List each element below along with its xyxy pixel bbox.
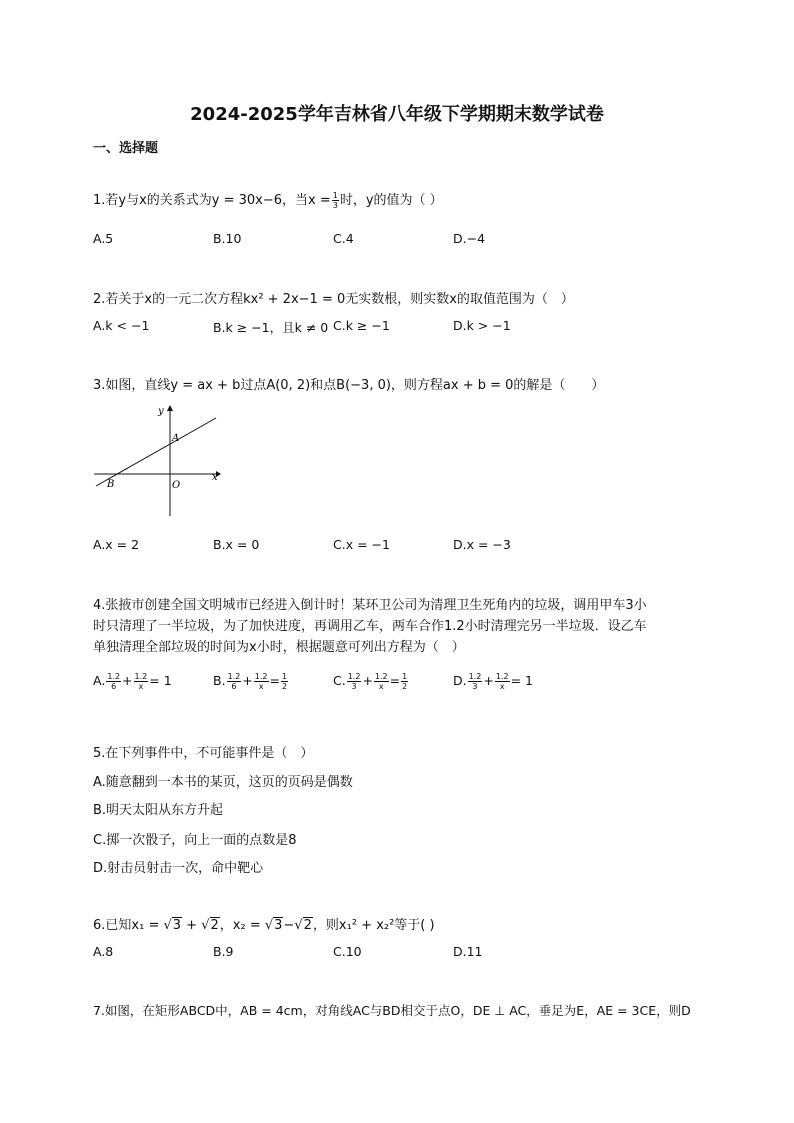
option-b: B.明天太阳从东方升起 — [93, 803, 224, 818]
question-7-stem: 7.如图，在矩形ABCD中，AB = 4cm，对角线AC与BD相交于点O，DE ⊥ AC，垂足为E，AE = 3CE，则D — [93, 1003, 691, 1018]
fraction — [134, 672, 149, 691]
fraction-denominator: 3 — [351, 682, 357, 691]
question-6-stem: 6.已知x₁ = √3 + √2，x₂ = √3−√2，则x₁² + x₂²等于( ) — [93, 918, 435, 933]
operator: + — [483, 673, 494, 688]
question-1-text-a: 1.若y与x的关系式为y = 30x−6，当x = — [93, 193, 331, 208]
x-axis-label: x — [212, 472, 218, 483]
fraction-numerator: 1 — [282, 672, 288, 681]
text: + — [182, 918, 202, 933]
fraction — [347, 672, 362, 691]
question-4-line-2: 时只清理了一半垃圾，为了加快进度，再调用乙车，两车合作1.2小时清理完另一半垃圾．设乙车 — [93, 619, 647, 634]
page-title: 2024-2025学年吉林省八年级下学期期末数学试卷 — [190, 104, 604, 125]
fraction-denominator: 3 — [332, 201, 338, 210]
option-label: B. — [213, 673, 226, 688]
fraction — [495, 672, 510, 691]
fraction-denominator: x — [378, 682, 384, 691]
option-c: C.x = −1 — [333, 537, 390, 552]
fraction-denominator: 2 — [402, 682, 408, 691]
fraction-numerator: 1.2 — [347, 672, 361, 681]
option-d: D.x = −3 — [453, 537, 511, 552]
option-b: B.k ≥ −1，且k ≠ 0 — [213, 320, 329, 335]
option-c: C.4 — [333, 231, 354, 246]
option-c — [333, 672, 409, 691]
fraction — [401, 672, 408, 691]
fraction-numerator: 1.2 — [107, 672, 121, 681]
option-label: D. — [453, 673, 467, 688]
option-d: D.k > −1 — [453, 318, 511, 333]
point-a-label: A — [172, 433, 180, 444]
text: ，x₂ = — [219, 918, 265, 933]
function-line — [96, 418, 216, 486]
option-label: A. — [93, 673, 106, 688]
option-c: C.k ≥ −1 — [333, 318, 390, 333]
option-b: B.10 — [213, 231, 242, 246]
radicand: 3 — [172, 918, 182, 933]
option-a: A.5 — [93, 231, 114, 246]
text: − — [283, 918, 295, 933]
option-d: D.−4 — [453, 231, 486, 246]
operator: + — [242, 673, 253, 688]
fraction-denominator: x — [499, 682, 505, 691]
option-b — [213, 672, 289, 691]
option-a: A.x = 2 — [93, 537, 140, 552]
option-d — [453, 672, 533, 691]
fraction — [254, 672, 269, 691]
y-axis-arrow — [167, 405, 173, 411]
fraction-denominator: x — [258, 682, 264, 691]
option-d: D.11 — [453, 944, 483, 959]
option-b: B.9 — [213, 944, 234, 959]
text: 6.已知x₁ = — [93, 918, 164, 933]
fraction — [332, 191, 339, 210]
fraction-numerator: 1.2 — [254, 672, 268, 681]
option-c: C.掷一次骰子，向上一面的点数是8 — [93, 833, 297, 848]
fraction-numerator: 1 — [402, 672, 408, 681]
point-b-label: B — [107, 479, 115, 490]
fraction-numerator: 1.2 — [495, 672, 509, 681]
equals: = 1 — [510, 673, 533, 688]
question-4-line-3: 单独清理全部垃圾的时间为x小时，根据题意可列出方程为（ ） — [93, 640, 465, 655]
radicand: 2 — [303, 918, 312, 933]
question-3-stem: 3.如图，直线y = ax + b过点A(0, 2)和点B(−3, 0)，则方程ax + b = 0的解是（ ） — [93, 378, 605, 393]
fraction — [374, 672, 389, 691]
question-4-line-1: 4.张掖市创建全国文明城市已经进入倒计时！某环卫公司为清理卫生死角内的垃圾，调用甲车3小 — [93, 598, 647, 613]
fraction-numerator: 1.2 — [227, 672, 241, 681]
fraction — [281, 672, 288, 691]
option-a: A.8 — [93, 944, 114, 959]
fraction-numerator: 1.2 — [374, 672, 388, 681]
question-1-text-b: 时，y的值为（ ） — [339, 193, 443, 208]
fraction-denominator: 6 — [111, 682, 117, 691]
fraction — [227, 672, 242, 691]
text: ，则x₁² + x₂²等于( ) — [312, 918, 435, 933]
fraction-denominator: x — [138, 682, 144, 691]
question-5-stem: 5.在下列事件中，不可能事件是（ ） — [93, 746, 314, 761]
equals: = — [269, 673, 280, 688]
operator: + — [122, 673, 133, 688]
fraction-numerator: 1 — [332, 191, 338, 200]
fraction-numerator: 1.2 — [468, 672, 482, 681]
radicand: 2 — [210, 918, 219, 933]
origin-label: O — [172, 480, 181, 491]
fraction-denominator: 2 — [282, 682, 288, 691]
option-a: A.随意翻到一本书的某页，这页的页码是偶数 — [93, 775, 353, 790]
option-a — [93, 672, 172, 691]
operator: + — [362, 673, 373, 688]
section-heading: 一、选择题 — [93, 141, 159, 156]
line-graph-figure — [92, 402, 222, 520]
fraction-denominator: 3 — [472, 682, 478, 691]
fraction-numerator: 1.2 — [134, 672, 148, 681]
fraction — [106, 672, 121, 691]
y-axis-label: y — [158, 406, 164, 417]
question-2-stem: 2.若关于x的一元二次方程kx² + 2x−1 = 0无实数根，则实数x的取值范围为（ ） — [93, 292, 574, 307]
fraction-denominator: 6 — [231, 682, 237, 691]
equals: = 1 — [149, 673, 172, 688]
equals: = — [389, 673, 401, 688]
option-label: C. — [333, 673, 346, 688]
option-d: D.射击员射击一次，命中靶心 — [93, 861, 264, 876]
question-1-stem — [93, 189, 443, 210]
radicand: 3 — [274, 918, 283, 933]
option-a: A.k < −1 — [93, 318, 150, 333]
option-c: C.10 — [333, 944, 362, 959]
fraction — [468, 672, 483, 691]
option-b: B.x = 0 — [213, 537, 260, 552]
